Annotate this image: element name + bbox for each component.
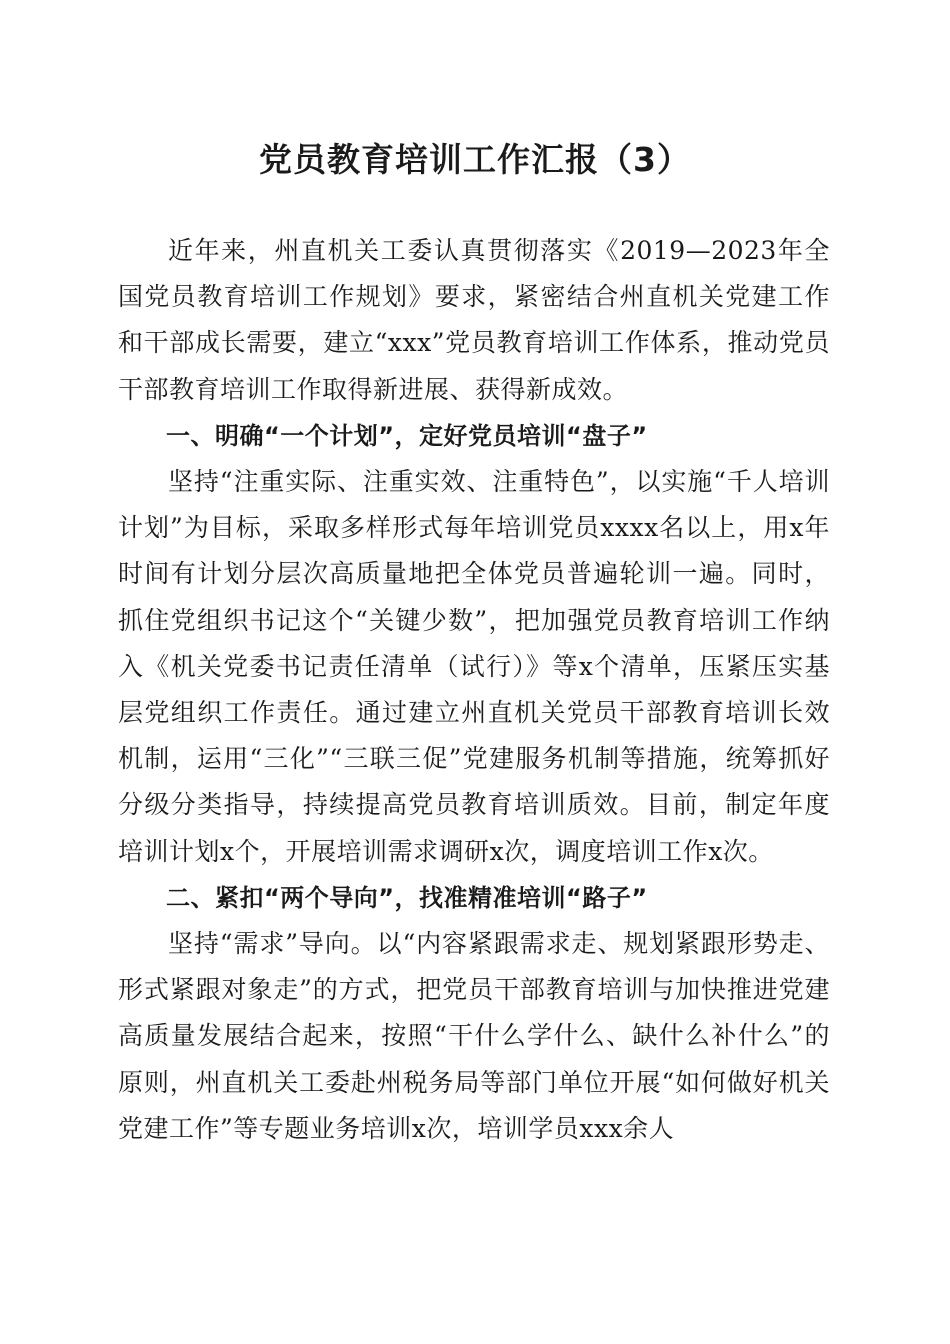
- section-paragraph-2: 坚持“需求”导向。以“内容紧跟需求走、规划紧跟形势走、形式紧跟对象走”的方式，把党员干部教育培训与加快推进党建高质量发展结合起来，按照“干什么学什么、缺什么补什么”的原则，州直机关工委赴州税务局等部门单位开展“如何做好机关党建工作”等专题业务培训x次，培训学员xxx余人: [118, 929, 830, 1143]
- intro-paragraph: 近年来，州直机关工委认真贯彻落实《2019—2023年全国党员教育培训工作规划》要求，紧密结合州直机关党建工作和干部成长需要，建立“xxx”党员教育培训工作体系，推动党员干部教育培训工作取得新进展、获得新成效。: [118, 236, 830, 404]
- section-heading-1: 一、明确“一个计划”，定好党员培训“盘子”: [166, 421, 648, 450]
- document-title: 党员教育培训工作汇报（3）: [259, 140, 691, 179]
- document-body: [118, 228, 830, 1152]
- section-heading-2: 二、紧扣“两个导向”，找准精准培训“路子”: [166, 883, 648, 912]
- section-paragraph-1: 坚持“注重实际、注重实效、注重特色”，以实施“千人培训计划”为目标，采取多样形式每年培训党员xxxx名以上，用x年时间有计划分层次高质量地把全体党员普遍轮训一遍。同时，抓住党组织书记这个“关键少数”，把加强党员教育培训工作纳入《机关党委书记责任清单（试行）》等x个清单，压紧压实基层党组织工作责任。通过建立州直机关党员干部教育培训长效机制，运用“三化”“三联三促”党建服务机制等措施，统筹抓好分级分类指导，持续提高党员教育培训质效。目前，制定年度培训计划x个，开展培训需求调研x次，调度培训工作x次。: [118, 467, 830, 866]
